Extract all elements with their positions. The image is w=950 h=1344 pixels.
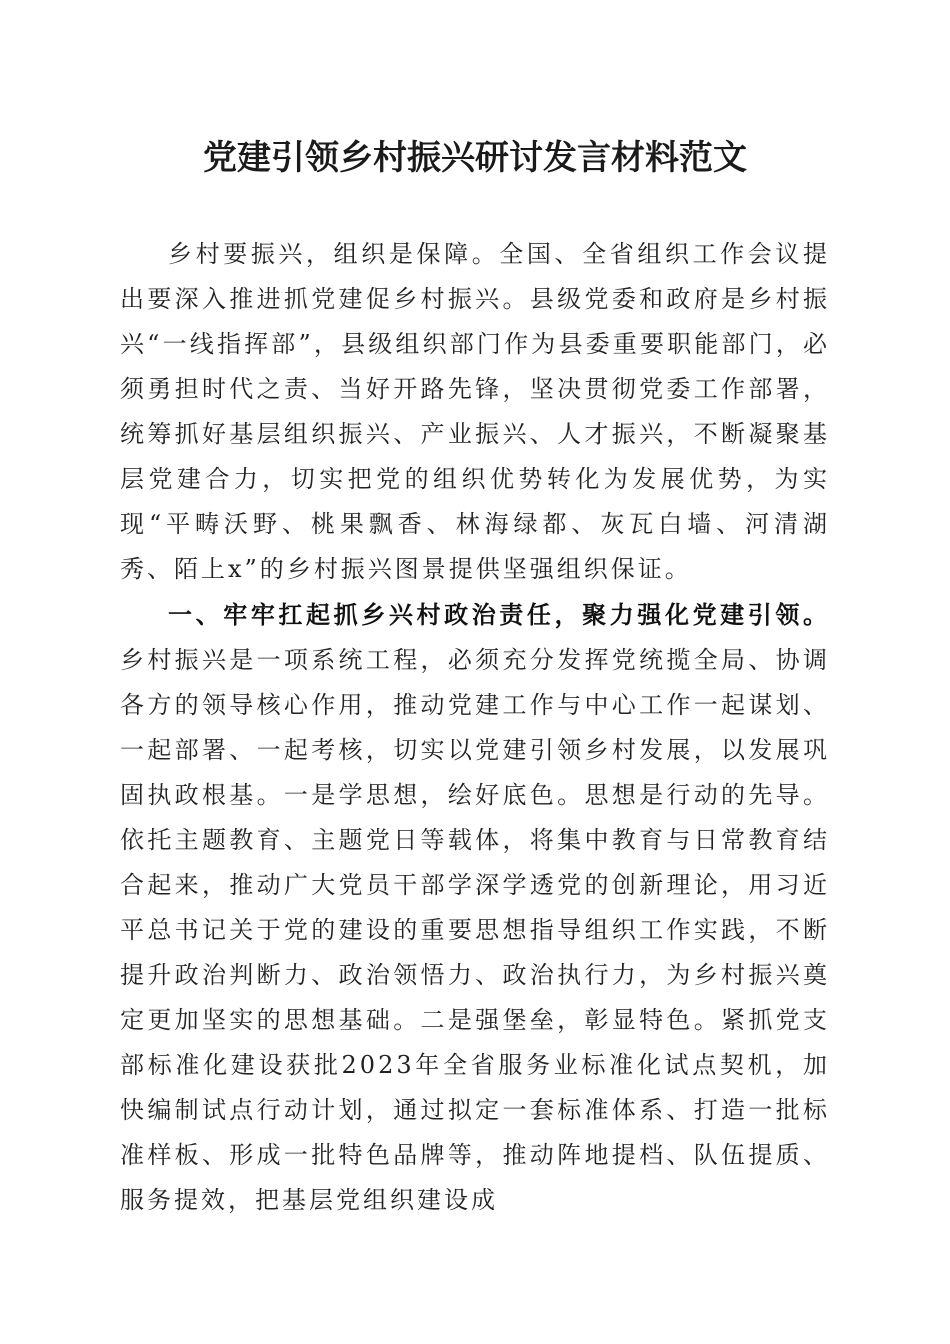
section-1-heading: 一、牢牢扛起抓乡兴村政治责任，聚力强化党建引领。: [168, 600, 830, 629]
document-title: 党建引领乡村振兴研讨发言材料范文: [203, 138, 747, 178]
document-body: [120, 232, 830, 1223]
intro-paragraph: 乡村要振兴，组织是保障。全国、全省组织工作会议提出要深入推进抓党建促乡村振兴。县级党委和政府是乡村振兴“一线指挥部”，县级组织部门作为县委重要职能部门，必须勇担时代之责、当好开路先锋，坚决贯彻党委工作部署，统筹抓好基层组织振兴、产业振兴、人才振兴，不断凝聚基层党建合力，切实把党的组织优势转化为发展优势，为实现“平畴沃野、桃果飘香、林海绿都、灰瓦白墙、河清湖秀、陌上x”的乡村振兴图景提供坚强组织保证。: [120, 240, 830, 583]
section-1-text: 乡村振兴是一项系统工程，必须充分发挥党统揽全局、协调各方的领导核心作用，推动党建工作与中心工作一起谋划、一起部署、一起考核，切实以党建引领乡村发展，以发展巩固执政根基。一是学思想，绘好底色。思想是行动的先导。依托主题教育、主题党日等载体，将集中教育与日常教育结合起来，推动广大党员干部学深学透党的创新理论，用习近平总书记关于党的建设的重要思想指导组织工作实践，不断提升政治判断力、政治领悟力、政治执行力，为乡村振兴奠定更加坚实的思想基础。二是强堡垒，彰显特色。紧抓党支部标准化建设获批2023年全省服务业标准化试点契机，加快编制试点行动计划，通过拟定一套标准体系、打造一批标准样板、形成一批特色品牌等，推动阵地提档、队伍提质、服务提效，把基层党组织建设成: [120, 646, 830, 1214]
section-1-paragraph: [120, 592, 830, 1223]
